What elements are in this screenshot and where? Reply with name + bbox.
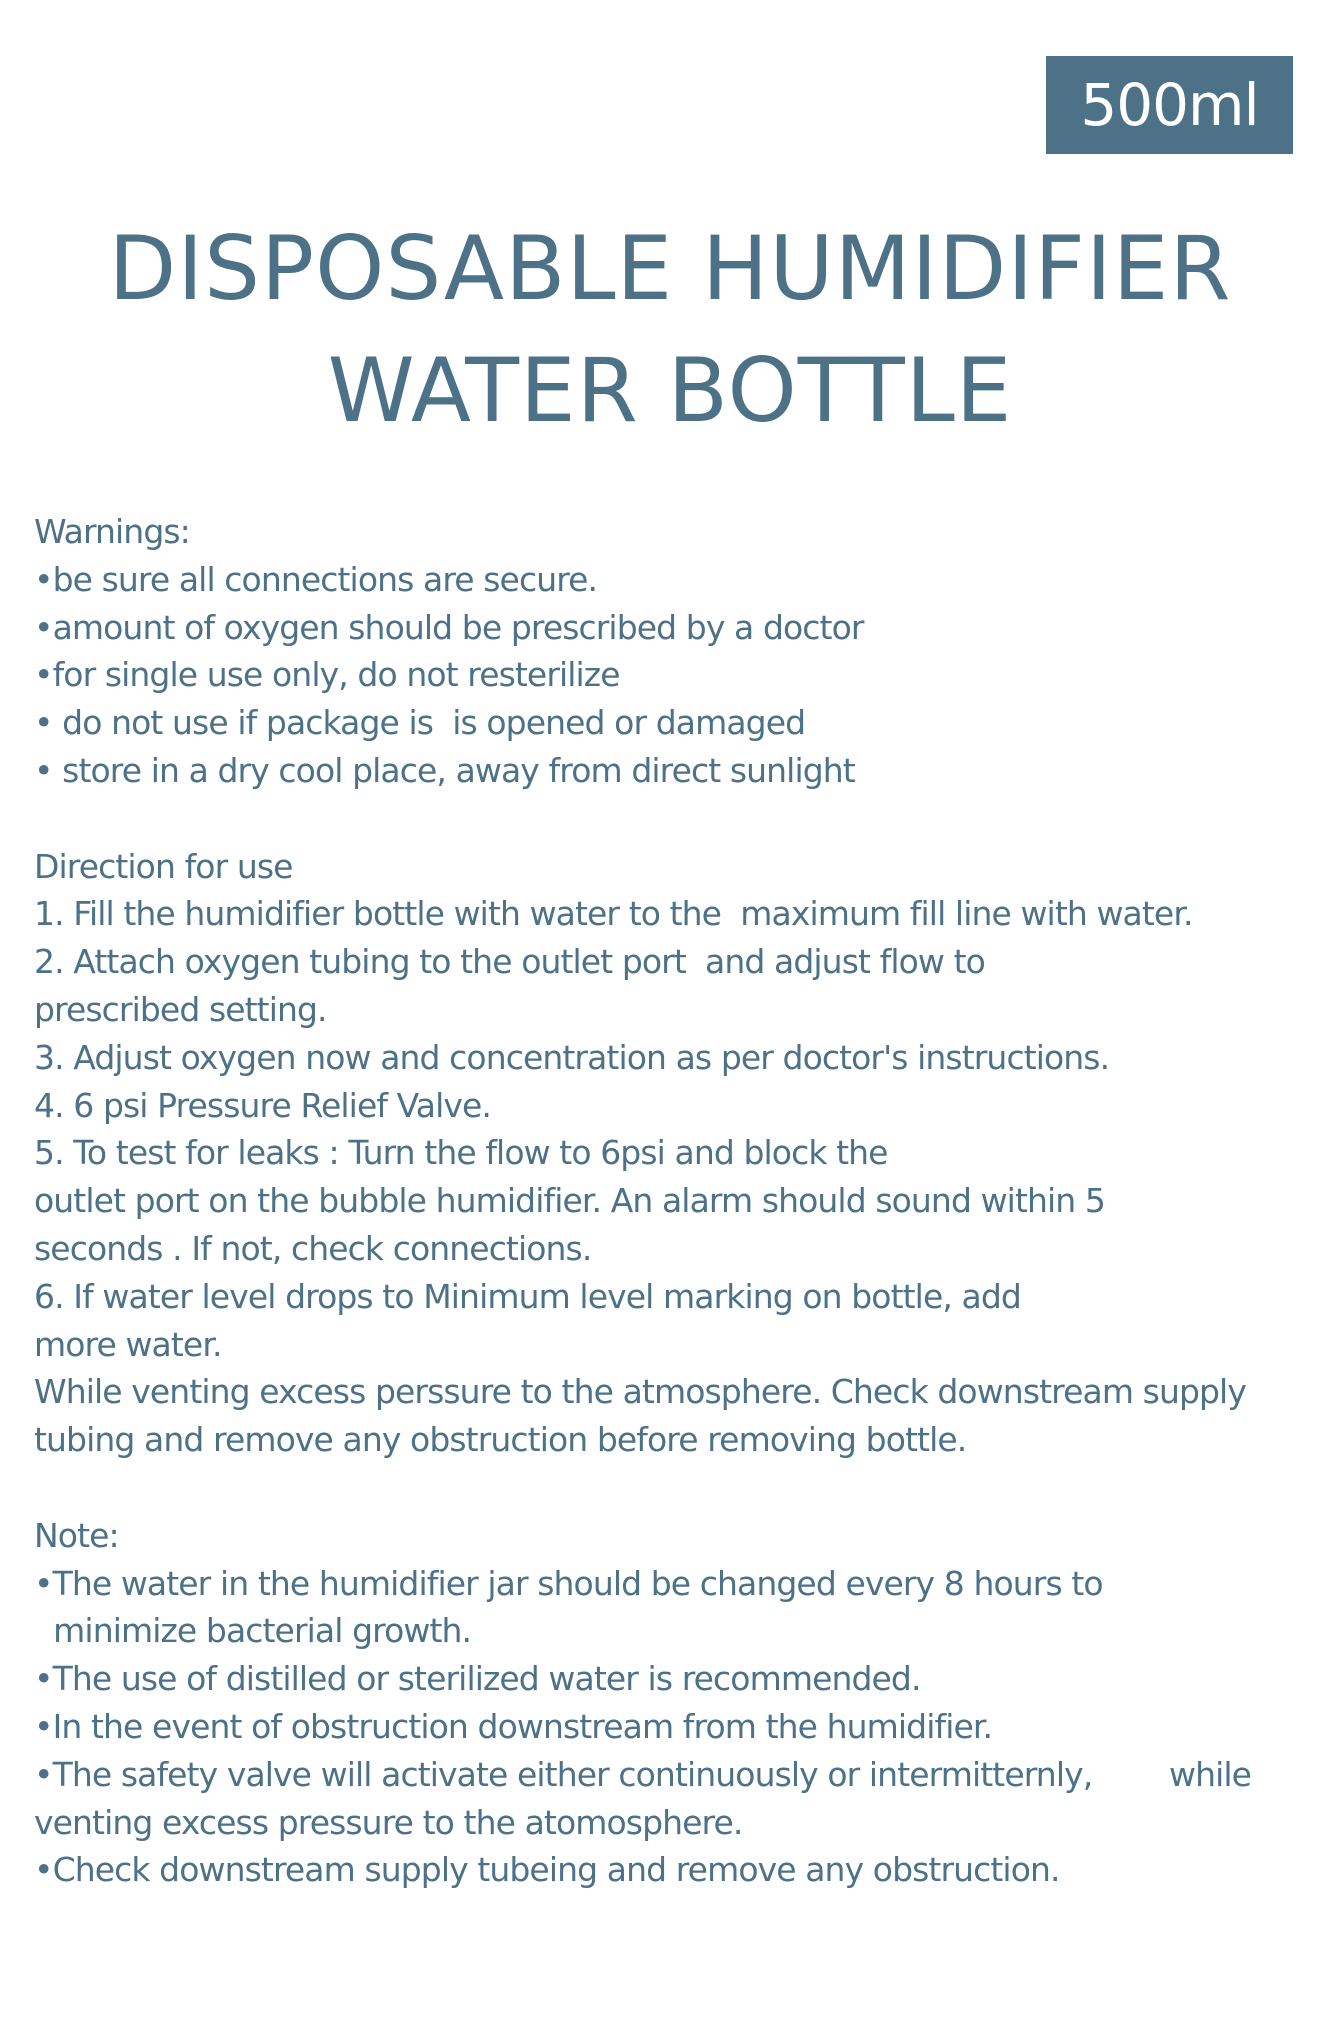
note-heading: Note: (34, 1515, 119, 1555)
note-line: •The safety valve will activate either continuously or intermitternly, while (34, 1754, 1252, 1794)
directions-section (34, 843, 1324, 1464)
note-line: •In the event of obstruction downstream from the humidifier. (34, 1706, 993, 1746)
direction-line: more water. (34, 1324, 222, 1364)
direction-line: 4. 6 psi Pressure Relief Valve. (34, 1085, 491, 1125)
section-spacer (34, 795, 1324, 843)
direction-line: prescribed setting. (34, 989, 327, 1029)
directions-heading: Direction for use (34, 846, 293, 886)
note-line: venting excess pressure to the atomosphere. (34, 1802, 743, 1842)
volume-badge: 500ml (1046, 56, 1293, 154)
direction-line: 5. To test for leaks : Turn the flow to 6psi and block the (34, 1133, 888, 1173)
instructions-body (34, 508, 1324, 1894)
direction-line: 1. Fill the humidifier bottle with water to the maximum fill line with water. (34, 894, 1193, 934)
direction-line: tubing and remove any obstruction before removing bottle. (34, 1420, 967, 1460)
warning-item: • do not use if package is is opened or damaged (34, 703, 806, 743)
note-section (34, 1512, 1324, 1894)
page-title (0, 208, 1340, 452)
note-line: •The use of distilled or sterilized water is recommended. (34, 1659, 921, 1699)
section-spacer (34, 1464, 1324, 1512)
warnings-heading: Warnings: (34, 512, 190, 551)
title-line: DISPOSABLE HUMIDIFIER (108, 217, 1232, 320)
direction-line: 6. If water level drops to Minimum level marking on bottle, add (34, 1276, 1021, 1316)
warning-item: • store in a dry cool place, away from direct sunlight (34, 750, 855, 790)
direction-line: While venting excess perssure to the atmosphere. Check downstream supply (34, 1372, 1246, 1412)
direction-line: 3. Adjust oxygen now and concentration as per doctor's instructions. (34, 1037, 1110, 1077)
note-line: minimize bacterial growth. (34, 1611, 472, 1651)
note-line: •Check downstream supply tubeing and remove any obstruction. (34, 1850, 1060, 1890)
warning-item: •amount of oxygen should be prescribed by a doctor (34, 607, 864, 647)
direction-line: seconds . If not, check connections. (34, 1228, 592, 1268)
direction-line: outlet port on the bubble humidifier. An alarm should sound within 5 (34, 1181, 1105, 1221)
warning-item: •be sure all connections are secure. (34, 559, 598, 599)
title-line: WATER BOTTLE (327, 339, 1013, 442)
direction-line: 2. Attach oxygen tubing to the outlet port and adjust flow to (34, 942, 985, 982)
warnings-section (34, 508, 1324, 795)
note-line: •The water in the humidifier jar should be changed every 8 hours to (34, 1563, 1103, 1603)
warning-item: •for single use only, do not resterilize (34, 655, 620, 695)
